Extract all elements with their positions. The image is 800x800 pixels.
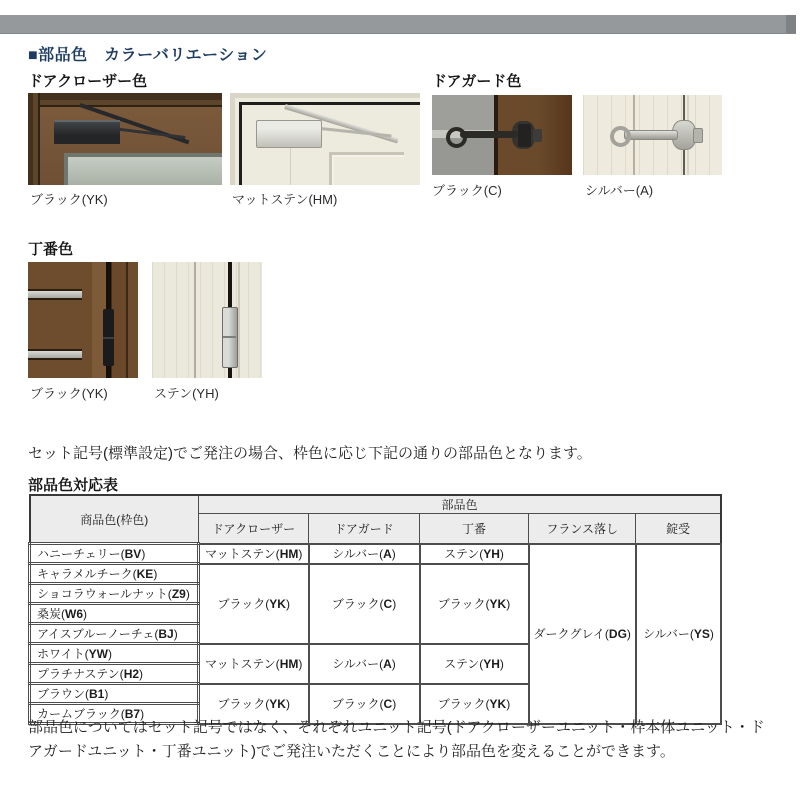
hinge-knuckle-art [103, 337, 114, 339]
hinge-knuckle-art [223, 336, 236, 338]
guard-knob-art [533, 129, 542, 142]
product-cell: キャラメルチーク(KE) [30, 564, 199, 584]
product-cell: ハニーチェリー(BV) [30, 544, 199, 564]
door-gap-highlight-art [238, 262, 240, 378]
guard-bracket-art [518, 124, 531, 147]
door-closer-cell: ブラック(YK) [199, 564, 309, 644]
guard-bar-art [460, 131, 518, 138]
guard-ring-art [446, 127, 467, 148]
door-closer-silver-photo [230, 93, 420, 185]
header-parts-color-group: 部品色 [199, 495, 721, 514]
product-cell: 桑炭(W6) [30, 604, 199, 624]
header-door-closer: ドアクローザー [199, 514, 309, 544]
product-cell: ホワイト(YW) [30, 644, 199, 664]
door-guard-silver-photo [583, 95, 722, 175]
closer-body-art [256, 120, 322, 148]
closer-body-art [54, 120, 120, 144]
hinge-silver-photo [152, 262, 262, 378]
hinge-black-photo [28, 262, 138, 378]
wood-frame-art [28, 93, 41, 185]
panel-line-art [194, 262, 196, 378]
door-guard-cell: ブラック(C) [309, 684, 420, 724]
guard-bar-art [624, 130, 678, 140]
caption-door-guard-black: ブラック(C) [432, 183, 502, 198]
door-closer-cell: マットステン(HM) [199, 544, 309, 564]
header-hinge: 丁番 [420, 514, 529, 544]
top-gray-bar [0, 15, 796, 34]
header-product-color: 商品色(枠色) [30, 495, 199, 544]
product-cell: アイスブルーノーチェ(BJ) [30, 624, 199, 644]
unit-order-note: 部品色についてはセット記号ではなく、それぞれユニット記号(ドアクローザーユニット・枠本体ユニット・ドアガードユニット・丁番ユニット)でご発注いただくことにより部品色を変えることができます。 [28, 719, 765, 760]
header-lock-strike: 錠受 [636, 514, 721, 544]
caption-hinge-black: ブラック(YK) [30, 386, 108, 401]
door-panel-art [329, 152, 404, 185]
door-guard-cell: シルバー(A) [309, 544, 420, 564]
door-guard-heading: ドアガード色 [432, 73, 522, 90]
door-closer-cell: ブラック(YK) [199, 684, 309, 724]
lock-strike-cell: シルバー(YS) [636, 544, 721, 724]
product-cell: プラチナステン(H2) [30, 664, 199, 684]
hinge-heading: 丁番色 [28, 241, 74, 258]
caption-door-closer-black: ブラック(YK) [30, 192, 108, 207]
door-slat-art [28, 349, 82, 360]
page-title: ■部品色 カラーバリエーション [28, 47, 268, 64]
guard-ring-art [610, 126, 631, 147]
panel-line-art [290, 148, 291, 185]
hinge-cell: ステン(YH) [420, 544, 529, 564]
door-guard-cell: ブラック(C) [309, 564, 420, 644]
hinge-cell: ステン(YH) [420, 644, 529, 684]
parts-color-table-wrap [28, 494, 722, 725]
caption-door-closer-silver: マットステン(HM) [232, 192, 338, 207]
hinge-cell: ブラック(YK) [420, 684, 529, 724]
caption-hinge-silver: ステン(YH) [154, 386, 219, 401]
table-row [30, 544, 721, 564]
order-note: セット記号(標準設定)でご発注の場合、枠色に応じ下記の通りの部品色となります。 [28, 445, 592, 462]
door-closer-black-photo [28, 93, 222, 185]
door-closer-cell: マットステン(HM) [199, 644, 309, 684]
french-bolt-cell: ダークグレイ(DG) [529, 544, 636, 724]
guard-knob-art [693, 128, 703, 143]
table-title: 部品色対応表 [28, 477, 119, 494]
product-cell: ショコラウォールナット(Z9) [30, 584, 199, 604]
door-guard-black-photo [432, 95, 572, 175]
door-slat-art [28, 289, 82, 300]
caption-door-guard-silver: シルバー(A) [585, 183, 654, 198]
door-closer-heading: ドアクローザー色 [28, 73, 148, 90]
header-door-guard: ドアガード [309, 514, 420, 544]
product-cell: ブラウン(B1) [30, 684, 199, 704]
hinge-cell: ブラック(YK) [420, 564, 529, 644]
door-guard-cell: シルバー(A) [309, 644, 420, 684]
product-cell: カームブラック(B7) [30, 704, 199, 724]
parts-color-table [28, 494, 722, 725]
header-french-bolt: フランス落し [529, 514, 636, 544]
glass-panel-art [64, 153, 222, 185]
